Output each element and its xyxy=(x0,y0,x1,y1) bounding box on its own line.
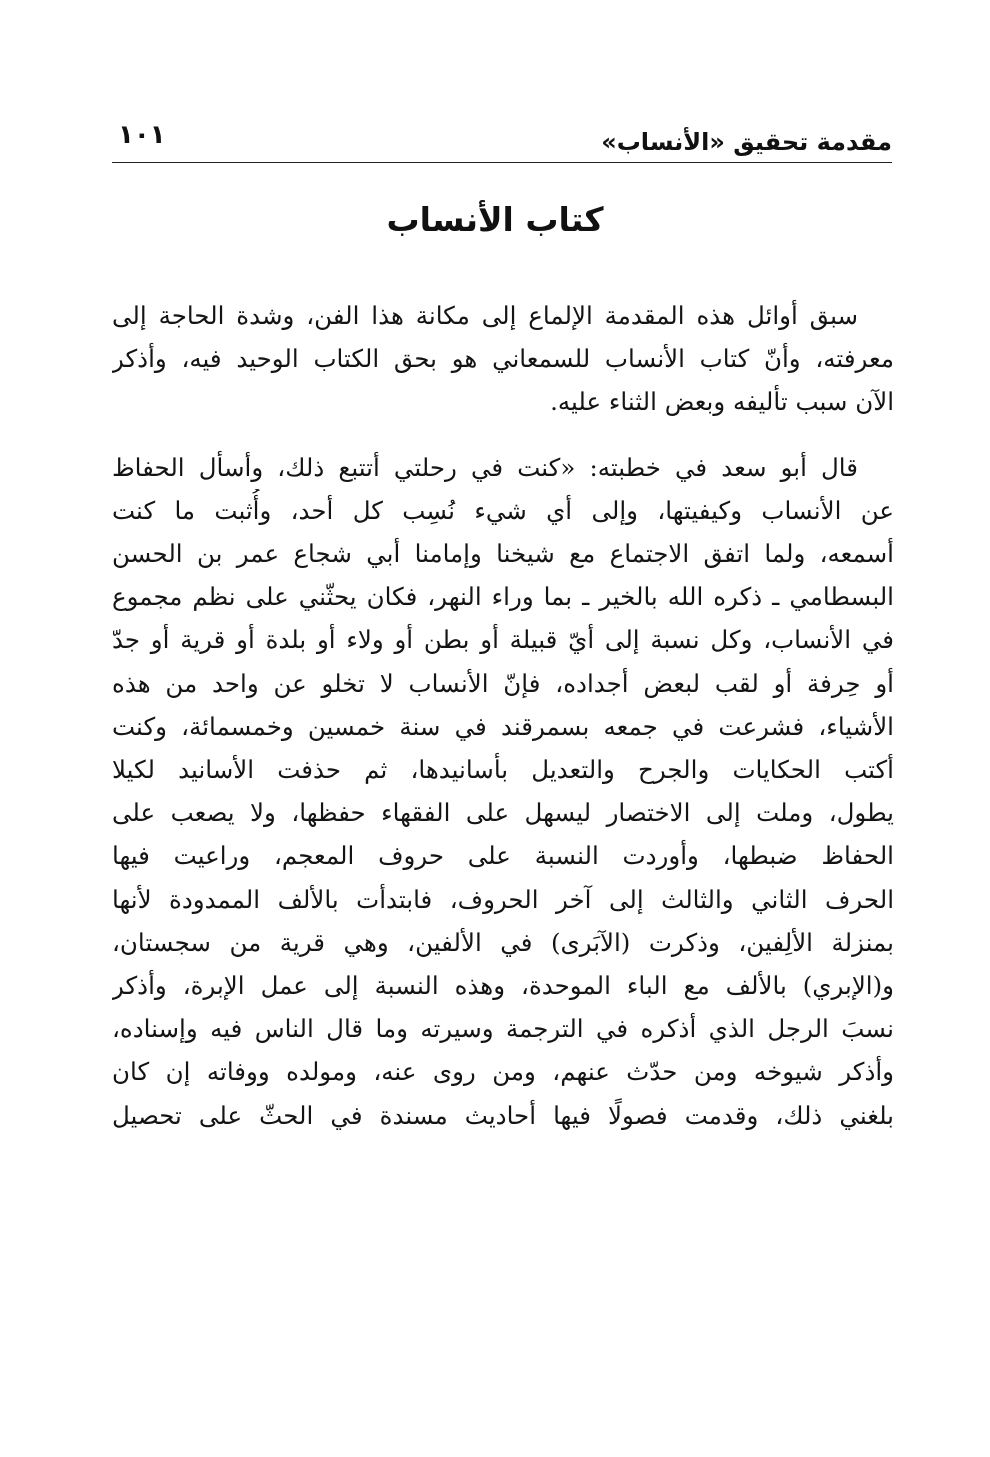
text-line: وأذكر شيوخه ومن حدّث عنهم، ومن روى عنه، ومولده ووفاته إن كان xyxy=(112,1057,894,1087)
text-line: أسمعه، ولما اتفق الاجتماع مع شيخنا وإمامنا أبي شجاع عمر بن الحسن xyxy=(112,539,894,569)
running-head-title: مقدمة تحقيق «الأنساب» xyxy=(601,128,892,156)
body-text xyxy=(112,294,894,1137)
text-line: و(الإبري) بالألف مع الباء الموحدة، وهذه النسبة إلى عمل الإبرة، وأذكر xyxy=(112,971,894,1001)
text-line: قال أبو سعد في خطبته: «كنت في رحلتي أتتبع ذلك، وأسأل الحفاظ xyxy=(112,452,858,482)
text-line: في الأنساب، وكل نسبة إلى أيّ قبيلة أو بطن أو ولاء أو بلدة أو قرية أو جدّ xyxy=(112,625,894,655)
text-line: الحرف الثاني والثالث إلى آخر الحروف، فابتدأت بالألف الممدودة لأنها xyxy=(112,884,894,914)
paragraph-1 xyxy=(112,294,894,424)
text-line: الآن سبب تأليفه وبعض الثناء عليه. xyxy=(550,387,894,417)
text-line: عن الأنساب وكيفيتها، وإلى أي شيء نُسِب كل أحد، وأُثبت ما كنت xyxy=(112,495,894,525)
text-line: يطول، وملت إلى الاختصار ليسهل على الفقهاء حفظها، ولا يصعب على xyxy=(112,798,894,828)
text-line: أو حِرفة أو لقب لبعض أجداده، فإنّ الأنساب لا تخلو عن واحد من هذه xyxy=(112,668,894,698)
text-line: بمنزلة الألِفين، وذكرت (الآبَرى) في الألفين، وهي قرية من سجستان، xyxy=(112,927,894,957)
page-number: ١٠١ xyxy=(118,120,166,150)
text-line: معرفته، وأنّ كتاب الأنساب للسمعاني هو بحق الكتاب الوحيد فيه، وأذكر xyxy=(112,344,894,374)
chapter-title: كتاب الأنساب xyxy=(386,200,604,239)
paragraph-2 xyxy=(112,446,894,1137)
running-head xyxy=(118,120,892,160)
text-line: نسبَ الرجل الذي أذكره في الترجمة وسيرته وما قال الناس فيه وإسناده، xyxy=(112,1014,894,1044)
text-line: الأشياء، فشرعت في جمعه بسمرقند في سنة خمسين وخمسمائة، وكنت xyxy=(112,711,894,741)
text-line: بلغني ذلك، وقدمت فصولًا فيها أحاديث مسندة في الحثّ على تحصيل xyxy=(112,1100,894,1130)
text-line: البسطامي ـ ذكره الله بالخير ـ بما وراء النهر، فكان يحثّني على نظم مجموع xyxy=(112,582,894,612)
header-rule xyxy=(112,162,892,163)
text-line: سبق أوائل هذه المقدمة الإلماع إلى مكانة هذا الفن، وشدة الحاجة إلى xyxy=(112,301,858,330)
text-line: الحفاظ ضبطها، وأوردت النسبة على حروف المعجم، وراعيت فيها xyxy=(112,841,894,871)
text-line: أكتب الحكايات والجرح والتعديل بأسانيدها، ثم حذفت الأسانيد لكيلا xyxy=(112,755,894,785)
